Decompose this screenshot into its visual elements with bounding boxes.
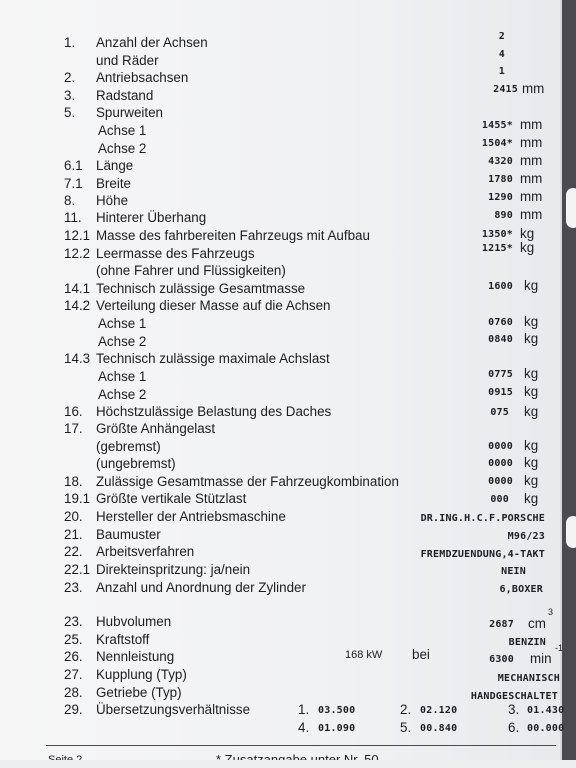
field-value: 890 — [494, 210, 513, 221]
item-label: Masse des fahrbereiten Fahrzeugs mit Aufbau — [96, 228, 370, 243]
field-value: 2415 — [493, 84, 518, 95]
field-unit: kg — [524, 384, 539, 399]
item-number: 12.1 — [64, 228, 91, 243]
gear-label: 5. — [400, 720, 412, 735]
field-value: 0775 — [488, 369, 513, 380]
item-number: 5. — [64, 105, 76, 120]
item-label: Achse 2 — [98, 334, 147, 349]
gear-label: 6. — [508, 720, 520, 735]
field-value: 0840 — [488, 334, 513, 345]
field-value: 6,BOXER — [499, 584, 543, 595]
item-number: 14.2 — [64, 298, 91, 313]
gear-label: 3. — [508, 702, 520, 717]
item-label: (ungebremst) — [96, 456, 176, 471]
field-unit: mm — [520, 153, 543, 168]
field-unit: mm — [520, 189, 543, 204]
item-number: 25. — [64, 632, 83, 647]
item-label: Nennleistung — [96, 649, 175, 664]
item-number: 14.1 — [64, 281, 91, 296]
item-label: Baumuster — [96, 527, 161, 542]
item-label: Radstand — [96, 88, 154, 103]
item-label: Antriebsachsen — [96, 70, 189, 85]
item-label: Achse 2 — [98, 141, 147, 156]
item-number: 17. — [64, 421, 83, 436]
gear-value: 02.120 — [420, 705, 458, 716]
nennleistung-exponent: -1 — [555, 643, 564, 653]
field-unit: cm — [528, 616, 546, 631]
item-number: 22.1 — [64, 562, 91, 577]
item-label: Direkteinspritzung: ja/nein — [96, 562, 251, 577]
item-label: Anzahl und Anordnung der Zylinder — [96, 580, 306, 595]
item-label: Länge — [96, 158, 134, 173]
gear-value: 00.000 — [527, 723, 565, 734]
item-label: Hubvolumen — [96, 614, 172, 629]
item-label: Leermasse des Fahrzeugs — [96, 246, 255, 261]
item-label: Achse 2 — [98, 387, 147, 402]
item-label: Übersetzungsverhältnisse — [96, 702, 251, 717]
punch-hole — [566, 516, 576, 548]
item-number: 2. — [64, 70, 76, 85]
item-label: Hinterer Überhang — [96, 210, 207, 225]
field-value: 075 — [490, 407, 509, 418]
field-value: 1215* — [481, 243, 513, 254]
field-value: 2687 — [489, 619, 514, 630]
item-number: 28. — [64, 685, 83, 700]
field-value: DR.ING.H.C.F.PORSCHE — [420, 513, 545, 524]
field-unit: kg — [524, 331, 539, 346]
hubvolumen-exponent: 3 — [548, 607, 554, 617]
gear-label: 2. — [400, 702, 412, 717]
item-label: Arbeitsverfahren — [96, 544, 195, 559]
gear-value: 01.430 — [527, 705, 565, 716]
binder-edge — [562, 0, 576, 768]
field-value: 1600 — [488, 281, 513, 292]
field-value: 4320 — [488, 156, 513, 167]
item-number: 11. — [64, 210, 82, 225]
page-bottom-cut — [0, 760, 576, 768]
field-unit: kg — [520, 240, 535, 255]
field-value: 1780 — [488, 174, 513, 185]
field-unit: kg — [524, 278, 539, 293]
field-unit: mm — [520, 135, 543, 150]
field-value: 000 — [490, 494, 509, 505]
field-value: M96/23 — [507, 531, 545, 542]
item-number: 21. — [64, 527, 83, 542]
item-label: Verteilung dieser Masse auf die Achsen — [96, 298, 331, 313]
item-label: (ohne Fahrer und Flüssigkeiten) — [96, 263, 286, 278]
field-unit: kg — [524, 404, 539, 419]
item-number: 3. — [64, 88, 76, 103]
field-unit: mm — [520, 207, 543, 222]
field-value: 0000 — [488, 458, 513, 469]
item-label: Höhe — [96, 193, 129, 208]
item-number: 1. — [64, 35, 76, 50]
item-number: 6.1 — [64, 158, 83, 173]
item-number: 26. — [64, 649, 83, 664]
field-unit: kg — [520, 226, 535, 241]
item-label: Achse 1 — [98, 369, 147, 384]
item-number: 18. — [64, 474, 83, 489]
field-unit: kg — [524, 314, 539, 329]
field-value: 1504* — [481, 138, 513, 149]
field-value: NEIN — [501, 566, 526, 577]
field-unit: kg — [524, 491, 539, 506]
item-number: 14.3 — [64, 351, 91, 366]
gear-label: 4. — [298, 720, 310, 735]
item-number: 22. — [64, 544, 83, 559]
gear-label: 1. — [298, 702, 310, 717]
item-label: Kupplung (Typ) — [96, 667, 187, 682]
field-unit: kg — [524, 438, 539, 453]
gear-value: 01.090 — [318, 723, 356, 734]
item-label: Größte vertikale Stützlast — [96, 491, 247, 506]
item-label: und Räder — [96, 53, 159, 68]
item-number: 29. — [64, 702, 83, 717]
field-unit: kg — [524, 366, 539, 381]
item-number: 12.2 — [64, 246, 91, 261]
field-value: 0000 — [488, 476, 513, 487]
field-value: 0760 — [488, 317, 513, 328]
item-number: 27. — [64, 667, 83, 682]
field-unit: mm — [522, 81, 545, 96]
item-label: Achse 1 — [98, 123, 147, 138]
field-unit: kg — [524, 473, 539, 488]
item-label: Technisch zulässige Gesamtmasse — [96, 281, 306, 296]
field-value: 1 — [498, 66, 505, 77]
field-value: 2 — [498, 31, 505, 42]
item-label: Größte Anhängelast — [96, 421, 216, 436]
field-value: 1455* — [481, 120, 513, 131]
footer-rule — [46, 745, 556, 746]
item-label: Technisch zulässige maximale Achslast — [96, 351, 330, 366]
item-label: Breite — [96, 176, 131, 191]
item-label: Zulässige Gesamtmasse der Fahrzeugkombination — [96, 474, 399, 489]
field-value: 0000 — [488, 441, 513, 452]
field-value: 1350* — [481, 229, 513, 240]
field-unit: mm — [520, 171, 543, 186]
item-label: Getriebe (Typ) — [96, 685, 182, 700]
gear-value: 03.500 — [318, 705, 356, 716]
item-number: 7.1 — [64, 176, 83, 191]
field-value: 1290 — [488, 192, 513, 203]
field-value: FREMDZUENDUNG,4-TAKT — [420, 549, 545, 560]
field-value: MECHANISCH — [497, 673, 560, 684]
punch-hole — [566, 188, 576, 228]
item-label: Spurweiten — [96, 105, 163, 120]
nennleistung-bei: bei — [412, 647, 430, 662]
item-label: Achse 1 — [98, 316, 147, 331]
field-unit: kg — [524, 455, 539, 470]
item-label: Hersteller der Antriebsmaschine — [96, 509, 286, 524]
field-value: BENZIN — [508, 637, 546, 648]
field-unit: mm — [520, 117, 543, 132]
field-value: 4 — [498, 49, 505, 60]
item-label: Anzahl der Achsen — [96, 35, 208, 50]
item-number: 23. — [64, 580, 83, 595]
item-label: Kraftstoff — [96, 632, 150, 647]
item-label: Höchstzulässige Belastung des Daches — [96, 404, 332, 419]
item-number: 23. — [64, 614, 83, 629]
field-unit: min — [530, 651, 552, 666]
item-number: 20. — [64, 509, 83, 524]
field-value: HANDGESCHALTET — [470, 691, 558, 702]
nennleistung-kw: 168 kW — [345, 649, 383, 661]
item-number: 16. — [64, 404, 83, 419]
item-number: 19.1 — [64, 491, 91, 506]
field-value: 0915 — [488, 387, 513, 398]
item-number: 8. — [64, 193, 76, 208]
item-label: (gebremst) — [96, 439, 161, 454]
field-value: 6300 — [489, 654, 514, 665]
gear-value: 00.840 — [420, 723, 458, 734]
